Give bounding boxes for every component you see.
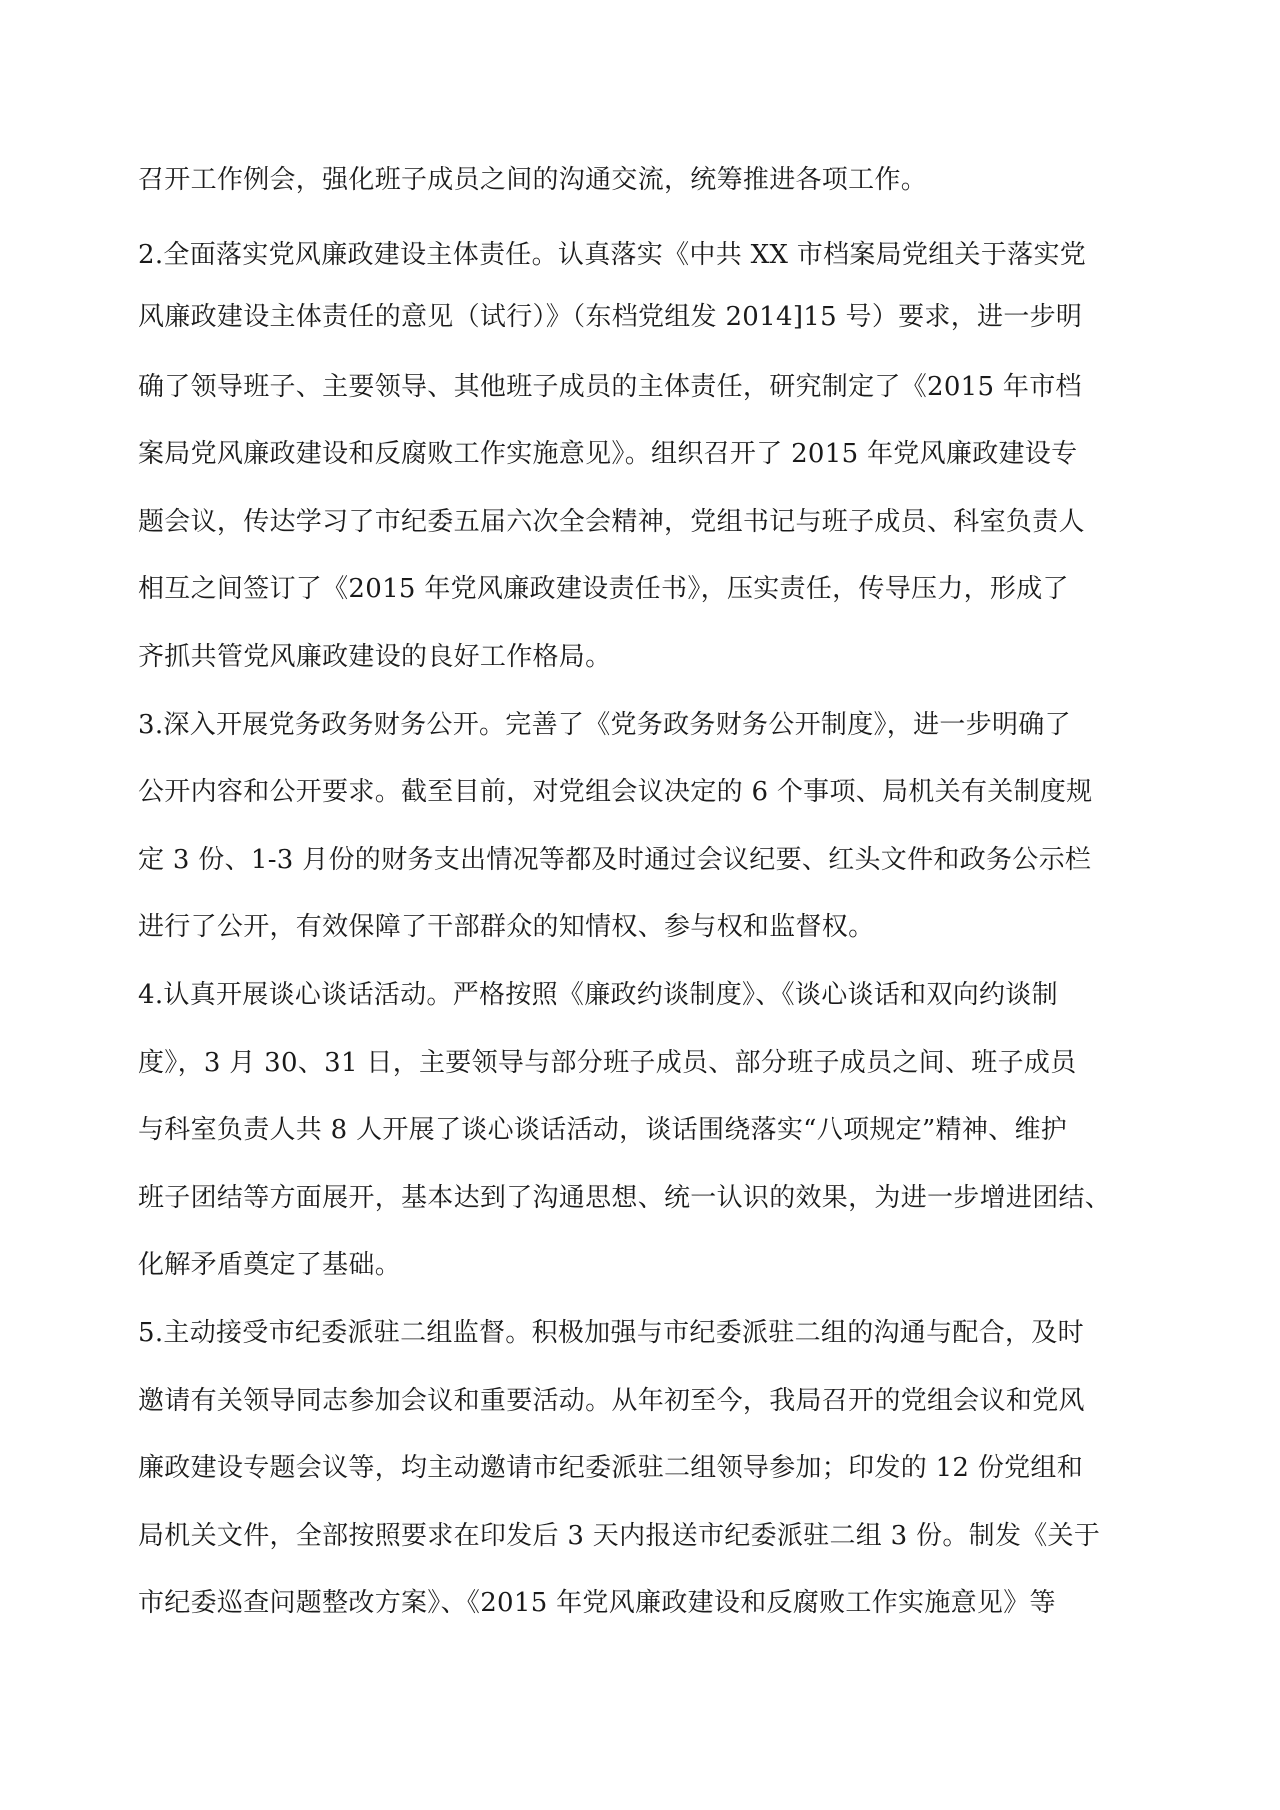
- text-line: 3.深入开展党务政务财务公开。完善了《党务政务财务公开制度》，进一步明确了: [138, 710, 1071, 740]
- text-line: 进行了公开，有效保障了干部群众的知情权、参与权和监督权。: [138, 912, 875, 942]
- text-line: 邀请有关领导同志参加会议和重要活动。从年初至今，我局召开的党组会议和党风: [138, 1386, 1085, 1416]
- text-line: 风廉政建设主体责任的意见（试行）》（东档党组发 2014]15 号）要求，进一步明: [138, 302, 1083, 332]
- text-line: 5.主动接受市纪委派驻二组监督。积极加强与市纪委派驻二组的沟通与配合，及时: [138, 1318, 1084, 1348]
- text-line: 案局党风廉政建设和反腐败工作实施意见》。组织召开了 2015 年党风廉政建设专: [138, 439, 1078, 469]
- text-line: 市纪委巡查问题整改方案》、《2015 年党风廉政建设和反腐败工作实施意见》等: [138, 1588, 1056, 1618]
- text-line: 局机关文件，全部按照要求在印发后 3 天内报送市纪委派驻二组 3 份。制发《关于: [138, 1521, 1101, 1551]
- text-line: 召开工作例会，强化班子成员之间的沟通交流，统筹推进各项工作。: [138, 165, 928, 195]
- text-line: 确了领导班子、主要领导、其他班子成员的主体责任，研究制定了《2015 年市档: [138, 372, 1082, 402]
- text-line: 定 3 份、1-3 月份的财务支出情况等都及时通过会议纪要、红头文件和政务公示栏: [138, 845, 1092, 875]
- text-line: 与科室负责人共 8 人开展了谈心谈话活动，谈话围绕落实“八项规定”精神、维护: [138, 1115, 1068, 1145]
- text-line: 班子团结等方面展开，基本达到了沟通思想、统一认识的效果，为进一步增进团结、: [138, 1183, 1112, 1213]
- text-line: 齐抓共管党风廉政建设的良好工作格局。: [138, 642, 612, 672]
- text-line: 题会议，传达学习了市纪委五届六次全会精神，党组书记与班子成员、科室负责人: [138, 507, 1085, 537]
- text-line: 廉政建设专题会议等，均主动邀请市纪委派驻二组领导参加；印发的 12 份党组和: [138, 1453, 1084, 1483]
- text-line: 度》，3 月 30、31 日，主要领导与部分班子成员、部分班子成员之间、班子成员: [138, 1048, 1077, 1078]
- text-line: 2.全面落实党风廉政建设主体责任。认真落实《中共 XX 市档案局党组关于落实党: [138, 240, 1087, 270]
- text-line: 4.认真开展谈心谈话活动。严格按照《廉政约谈制度》、《谈心谈话和双向约谈制: [138, 980, 1058, 1010]
- text-line: 相互之间签订了《2015 年党风廉政建设责任书》，压实责任，传导压力，形成了: [138, 574, 1069, 604]
- text-line: 公开内容和公开要求。截至目前，对党组会议决定的 6 个事项、局机关有关制度规: [138, 777, 1093, 807]
- text-line: 化解矛盾奠定了基础。: [138, 1250, 402, 1280]
